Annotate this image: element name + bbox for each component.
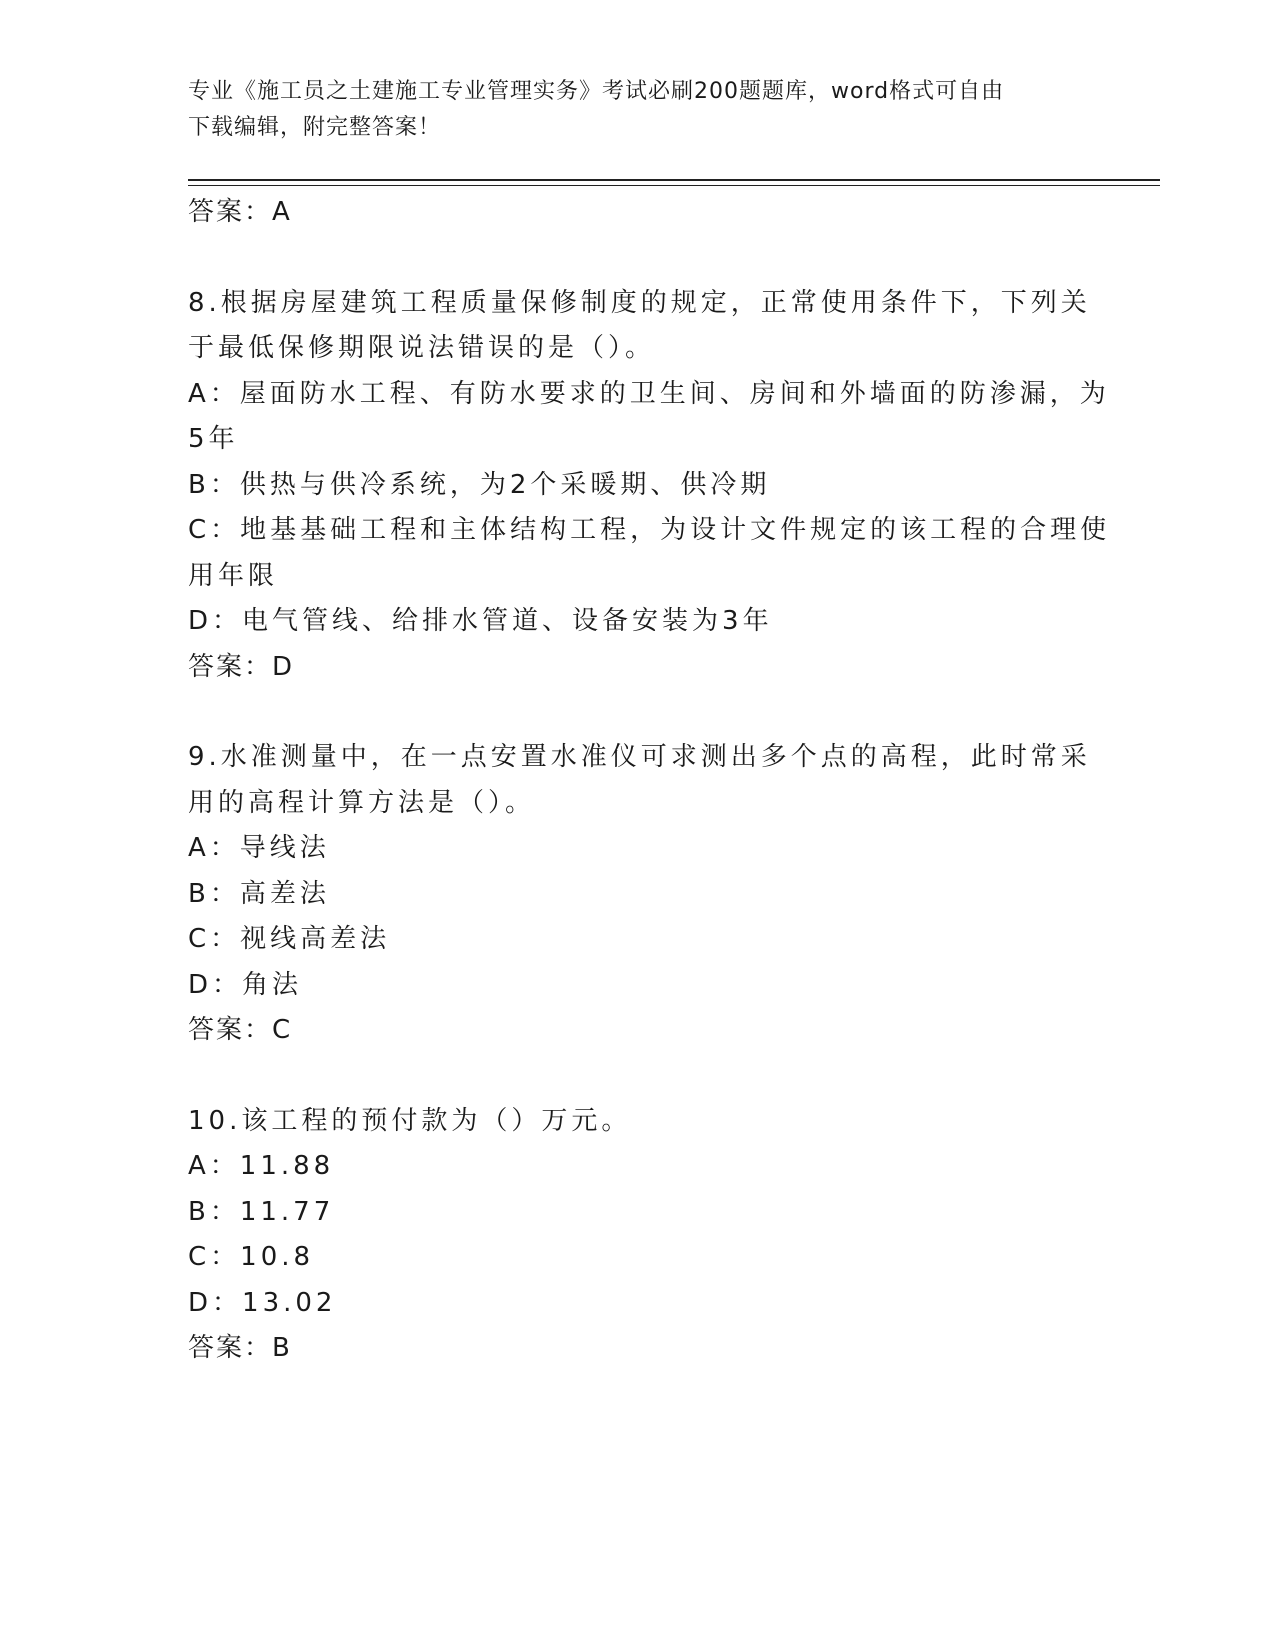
question-8-stem-line-2: 于最低保修期限说法错误的是（）。	[188, 333, 656, 363]
question-8	[188, 281, 1111, 691]
header-divider-thick	[188, 179, 1160, 181]
question-9	[188, 735, 1091, 1054]
question-8-option-b: B：供热与供冷系统，为2个采暖期、供冷期	[188, 469, 771, 500]
question-8-option-c-line-2: 用年限	[188, 560, 279, 591]
question-9-stem-line-2: 用的高程计算方法是（）。	[188, 787, 536, 818]
question-9-answer: 答案：C	[188, 1015, 293, 1045]
question-10-option-c: C：10.8	[188, 1242, 315, 1272]
question-10-stem: 10.该工程的预付款为（）万元。	[188, 1105, 632, 1136]
header-divider-thin	[188, 185, 1160, 186]
question-9-option-c: C：视线高差法	[188, 924, 391, 954]
question-10-option-d: D：13.02	[188, 1287, 337, 1318]
spacer	[188, 236, 1088, 281]
question-8-option-c-line-1: C：地基基础工程和主体结构工程，为设计文件规定的该工程的合理使	[188, 515, 1111, 545]
question-8-option-d: D：电气管线、给排水管道、设备安装为3年	[188, 606, 773, 636]
question-9-option-b: B：高差法	[188, 878, 330, 909]
question-8-option-a-line-2: 5年	[188, 424, 239, 454]
spacer	[188, 690, 1088, 735]
question-8-stem-line-1: 8.根据房屋建筑工程质量保修制度的规定，正常使用条件下，下列关	[188, 287, 1091, 318]
answer-7: 答案：A	[188, 197, 292, 227]
question-10-option-a: A：11.88	[188, 1151, 335, 1181]
question-10	[188, 1099, 1088, 1372]
question-8-option-a-line-1: A：屋面防水工程、有防水要求的卫生间、房间和外墙面的防渗漏，为	[188, 378, 1110, 409]
spacer	[188, 1054, 1088, 1099]
question-10-option-b: B：11.77	[188, 1196, 335, 1227]
question-8-answer: 答案：D	[188, 651, 295, 682]
question-10-answer: 答案：B	[188, 1333, 292, 1363]
question-9-option-a: A：导线法	[188, 833, 330, 863]
question-9-stem-line-1: 9.水准测量中，在一点安置水准仪可求测出多个点的高程，此时常采	[188, 742, 1091, 772]
question-9-option-d: D：角法	[188, 969, 303, 1000]
header-line-2: 下载编辑，附完整答案！	[188, 115, 442, 140]
document-body	[188, 190, 1111, 1372]
header-line-1: 专业《施工员之土建施工专业管理实务》考试必刷200题题库，word格式可自由	[188, 79, 1005, 104]
document-header	[188, 74, 1088, 146]
